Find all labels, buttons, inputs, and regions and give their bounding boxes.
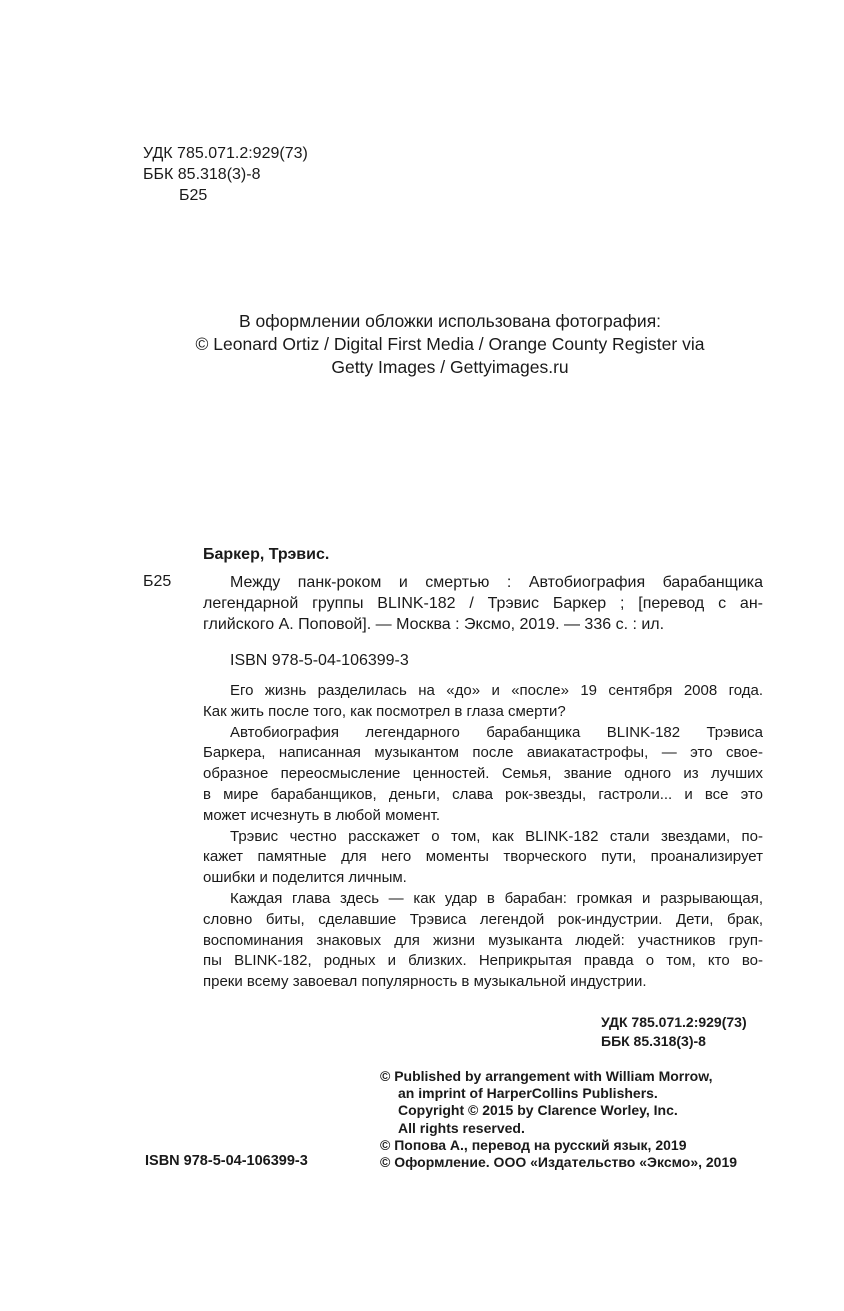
copyright-line: an imprint of HarperCollins Publishers.	[398, 1085, 658, 1102]
bibliography-description	[203, 572, 763, 635]
isbn-bottom: ISBN 978-5-04-106399-3	[145, 1153, 308, 1169]
bottom-classification-codes	[601, 1013, 747, 1051]
copyright-line: © Попова А., перевод на русский язык, 2019	[380, 1136, 687, 1153]
annotation-line: может исчезнуть в любой момент.	[203, 806, 441, 824]
annotation-line: Его жизнь разделилась на «до» и «после» 19 сентября 2008 года.	[230, 682, 763, 699]
udk-code: УДК 785.071.2:929(73)	[601, 1014, 747, 1030]
bbk-code: ББК 85.318(3)-8	[143, 166, 261, 183]
annotation-line: Как жить после того, как посмотрел в глаза смерти?	[203, 702, 566, 720]
annotation-line: пы BLINK-182, родных и близких. Неприкрытая правда о том, кто во-	[203, 952, 763, 970]
copyright-block	[380, 1068, 737, 1171]
bibliography-author: Баркер, Трэвис.	[203, 546, 330, 563]
bbk-code: ББК 85.318(3)-8	[601, 1033, 706, 1049]
bibliography-line: Между панк-роком и смертью : Автобиография барабанщика	[230, 574, 763, 591]
bibliography-line: легендарной группы BLINK-182 / Трэвис Баркер ; [перевод с ан-	[203, 595, 763, 612]
copyright-line: © Published by arrangement with William Morrow,	[380, 1068, 713, 1084]
udk-code: УДК 785.071.2:929(73)	[143, 145, 308, 162]
author-mark: Б25	[179, 187, 208, 204]
annotation-line: ошибки и поделится личным.	[203, 869, 407, 887]
annotation-line: Баркера, написанная музыкантом после авиакатастрофы, — это свое-	[203, 744, 763, 762]
annotation-line: в мире барабанщиков, деньги, слава рок-звезды, гастроли... и все это	[203, 785, 763, 803]
annotation-line: Трэвис честно расскажет о том, как BLINK-182 стали звездами, по-	[230, 827, 763, 845]
annotation-line: Каждая глава здесь — как удар в барабан: громкая и разрывающая,	[230, 889, 763, 907]
copyright-line: Copyright © 2015 by Clarence Worley, Inc.	[398, 1102, 678, 1119]
annotation-line: словно биты, сделавшие Трэвиса легендой рок-индустрии. Дети, брак,	[203, 910, 763, 928]
annotation	[203, 681, 763, 993]
bibliography-line: глийского А. Поповой]. — Москва : Эксмо, 2019. — 336 с. : ил.	[203, 616, 665, 633]
copyright-line: All rights reserved.	[398, 1119, 525, 1136]
cover-photo-credit	[150, 310, 750, 379]
cover-credit-line: В оформлении обложки использована фотография:	[238, 311, 662, 331]
cover-credit-line: © Leonard Ortiz / Digital First Media / Orange County Register via	[195, 334, 705, 354]
cover-credit-line: Getty Images / Gettyimages.ru	[331, 357, 569, 377]
annotation-line: Автобиография легендарного барабанщика BLINK-182 Трэвиса	[230, 723, 763, 741]
bibliography-mark: Б25	[143, 573, 172, 590]
bibliography-isbn: ISBN 978-5-04-106399-3	[230, 652, 409, 669]
top-classification-codes	[143, 143, 308, 206]
annotation-line: воспоминания знаковых для жизни музыканта людей: участников груп-	[203, 931, 763, 949]
copyright-line: © Оформление. ООО «Издательство «Эксмо», 2019	[380, 1154, 738, 1171]
annotation-line: преки всему завоевал популярность в музыкальной индустрии.	[203, 973, 647, 991]
annotation-line: кажет памятные для него моменты творческого пути, проанализирует	[203, 848, 763, 866]
annotation-line: образное переосмысление ценностей. Семья, звание одного из лучших	[203, 765, 763, 783]
